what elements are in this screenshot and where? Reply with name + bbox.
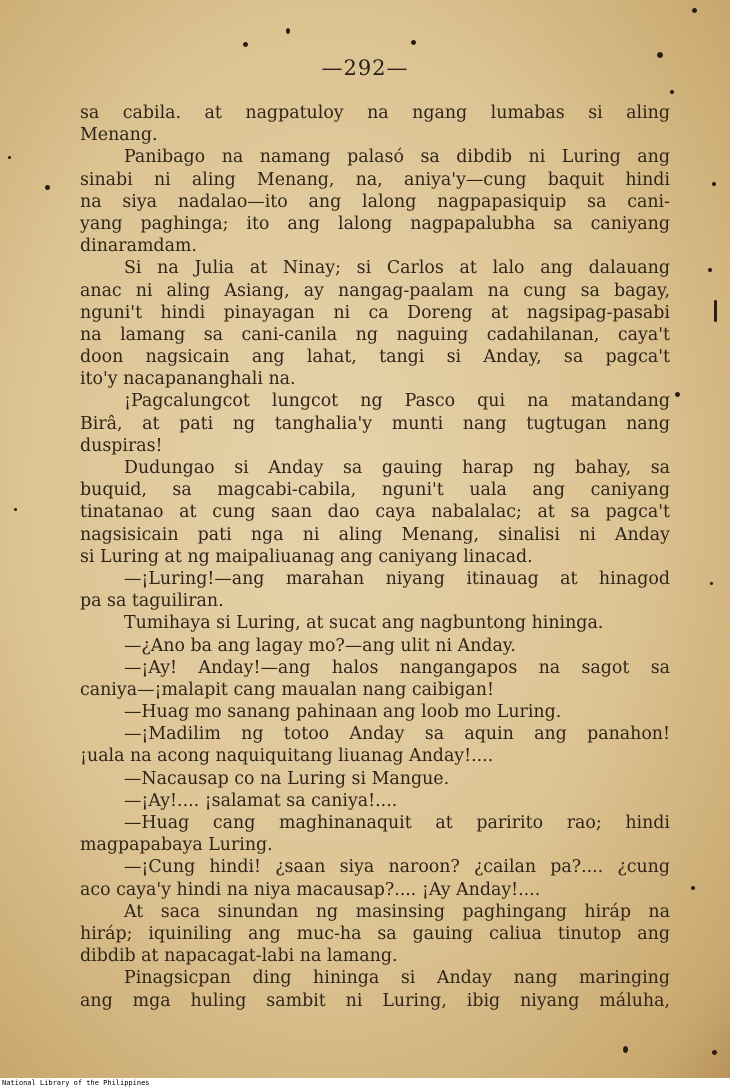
ink-speck xyxy=(708,268,712,272)
text-line: Tumihaya si Luring, at sucat ang nagbuntong hininga. xyxy=(124,613,604,634)
ink-speck xyxy=(14,508,17,511)
text-line: ito'y nacapananghali na. xyxy=(80,369,296,390)
text-line: —¡Ay! Anday!—ang halos nangangapos na sagot sa xyxy=(124,657,670,678)
text-line: nguni't hindi pinayagan ni ca Doreng at nagsipag-pasabi xyxy=(80,302,670,323)
text-line: Panibago na namang palasó sa dibdib ni Luring ang xyxy=(124,147,670,168)
text-line: anac ni aling Asiang, ay nangag-paalam na cung sa bagay, xyxy=(80,280,670,301)
ink-speck xyxy=(657,52,663,58)
ink-speck xyxy=(243,42,248,47)
body-text xyxy=(80,102,670,1012)
text-line: At saca sinundan ng masinsing paghingang hiráp na xyxy=(124,901,670,922)
text-line: caniya—¡malapit cang maualan nang caibigan! xyxy=(80,679,494,700)
ink-speck xyxy=(623,1046,628,1053)
text-line: ang mga huling sambit ni Luring, ibig niyang máluha, xyxy=(80,990,670,1011)
text-line: ¡uala na acong naquiquitang liuanag Anday!.... xyxy=(80,746,494,767)
text-line: —Huag mo sanang pahinaan ang loob mo Luring. xyxy=(124,702,562,723)
text-line: dibdib at napacagat-labi na lamang. xyxy=(80,946,398,967)
text-line: —¡Ay!.... ¡salamat sa caniya!.... xyxy=(124,790,398,811)
page-number: —292— xyxy=(321,56,409,80)
ink-speck xyxy=(670,90,674,94)
text-line: hiráp; iquiniling ang muc-ha sa gauing caliua tinutop ang xyxy=(80,923,670,944)
text-line: nagsisicain pati nga ni aling Menang, sinalisi ni Anday xyxy=(80,524,670,545)
text-line: yang paghinga; ito ang lalong nagpapalubha sa caniyang xyxy=(80,213,670,234)
text-line: —Huag cang maghinanaquit at paririto rao; hindi xyxy=(124,813,670,833)
text-line: —¡Luring!—ang marahan niyang itinauag at hinagod xyxy=(124,568,670,589)
ink-speck xyxy=(411,40,416,45)
text-line: na siya nadalao—ito ang lalong nagpapasiquip sa cani- xyxy=(80,191,670,212)
text-line: —¡Madilim ng totoo Anday sa aquin ang panahon! xyxy=(124,724,670,745)
ink-speck xyxy=(712,182,716,186)
text-line: duspiras! xyxy=(80,435,163,456)
ink-speck xyxy=(286,28,290,34)
text-line: na lamang sa cani-canila ng naguing cadahilanan, caya't xyxy=(80,324,670,345)
text-line: buquid, sa magcabi-cabila, nguni't uala ang caniyang xyxy=(80,480,670,501)
footer xyxy=(0,1078,730,1088)
ink-speck xyxy=(714,300,717,322)
text-line: sinabi ni aling Menang, na, aniya'y—cung baquit hindi xyxy=(80,169,670,190)
ink-speck xyxy=(710,582,713,585)
text-line: ¡Pagcalungcot lungcot ng Pasco qui na matandang xyxy=(124,391,670,412)
text-line: Menang. xyxy=(80,125,158,146)
text-line: dinaramdam. xyxy=(80,236,197,257)
ink-speck xyxy=(8,156,11,159)
text-line: —Nacausap co na Luring si Mangue. xyxy=(124,768,450,789)
ink-speck xyxy=(675,392,680,397)
text-line: pa sa taguiliran. xyxy=(80,591,224,612)
text-line: doon nagsicain ang lahat, tangi si Anday, sa pagca't xyxy=(80,347,670,368)
footer-credit: National Library of the Philippines xyxy=(2,1079,150,1087)
text-line: —¡Cung hindi! ¿saan siya naroon? ¿cailan pa?.... ¿cung xyxy=(124,857,670,878)
text-line: si Luring at ng maipaliuanag ang caniyang linacad. xyxy=(80,546,533,567)
text-line: aco caya'y hindi na niya macausap?.... ¡Ay Anday!.... xyxy=(80,879,541,900)
ink-speck xyxy=(692,8,697,13)
ink-speck xyxy=(691,886,695,890)
text-line: Birâ, at pati ng tanghalia'y munti nang tugtugan nang xyxy=(80,413,670,434)
ink-speck xyxy=(45,185,50,190)
text-line: magpapabaya Luring. xyxy=(80,835,273,856)
text-line: —¿Ano ba ang lagay mo?—ang ulit ni Anday. xyxy=(124,635,516,656)
text-line: sa cabila. at nagpatuloy na ngang lumabas si aling xyxy=(80,103,670,123)
text-line: Si na Julia at Ninay; si Carlos at lalo ang dalauang xyxy=(124,258,670,279)
text-line: tinatanao at cung saan dao caya nabalalac; at sa pagca't xyxy=(80,502,670,523)
text-line: Dudungao si Anday sa gauing harap ng bahay, sa xyxy=(124,458,670,478)
text-line: Pinagsicpan ding hininga si Anday nang maringing xyxy=(124,968,670,989)
ink-speck xyxy=(712,1050,717,1055)
